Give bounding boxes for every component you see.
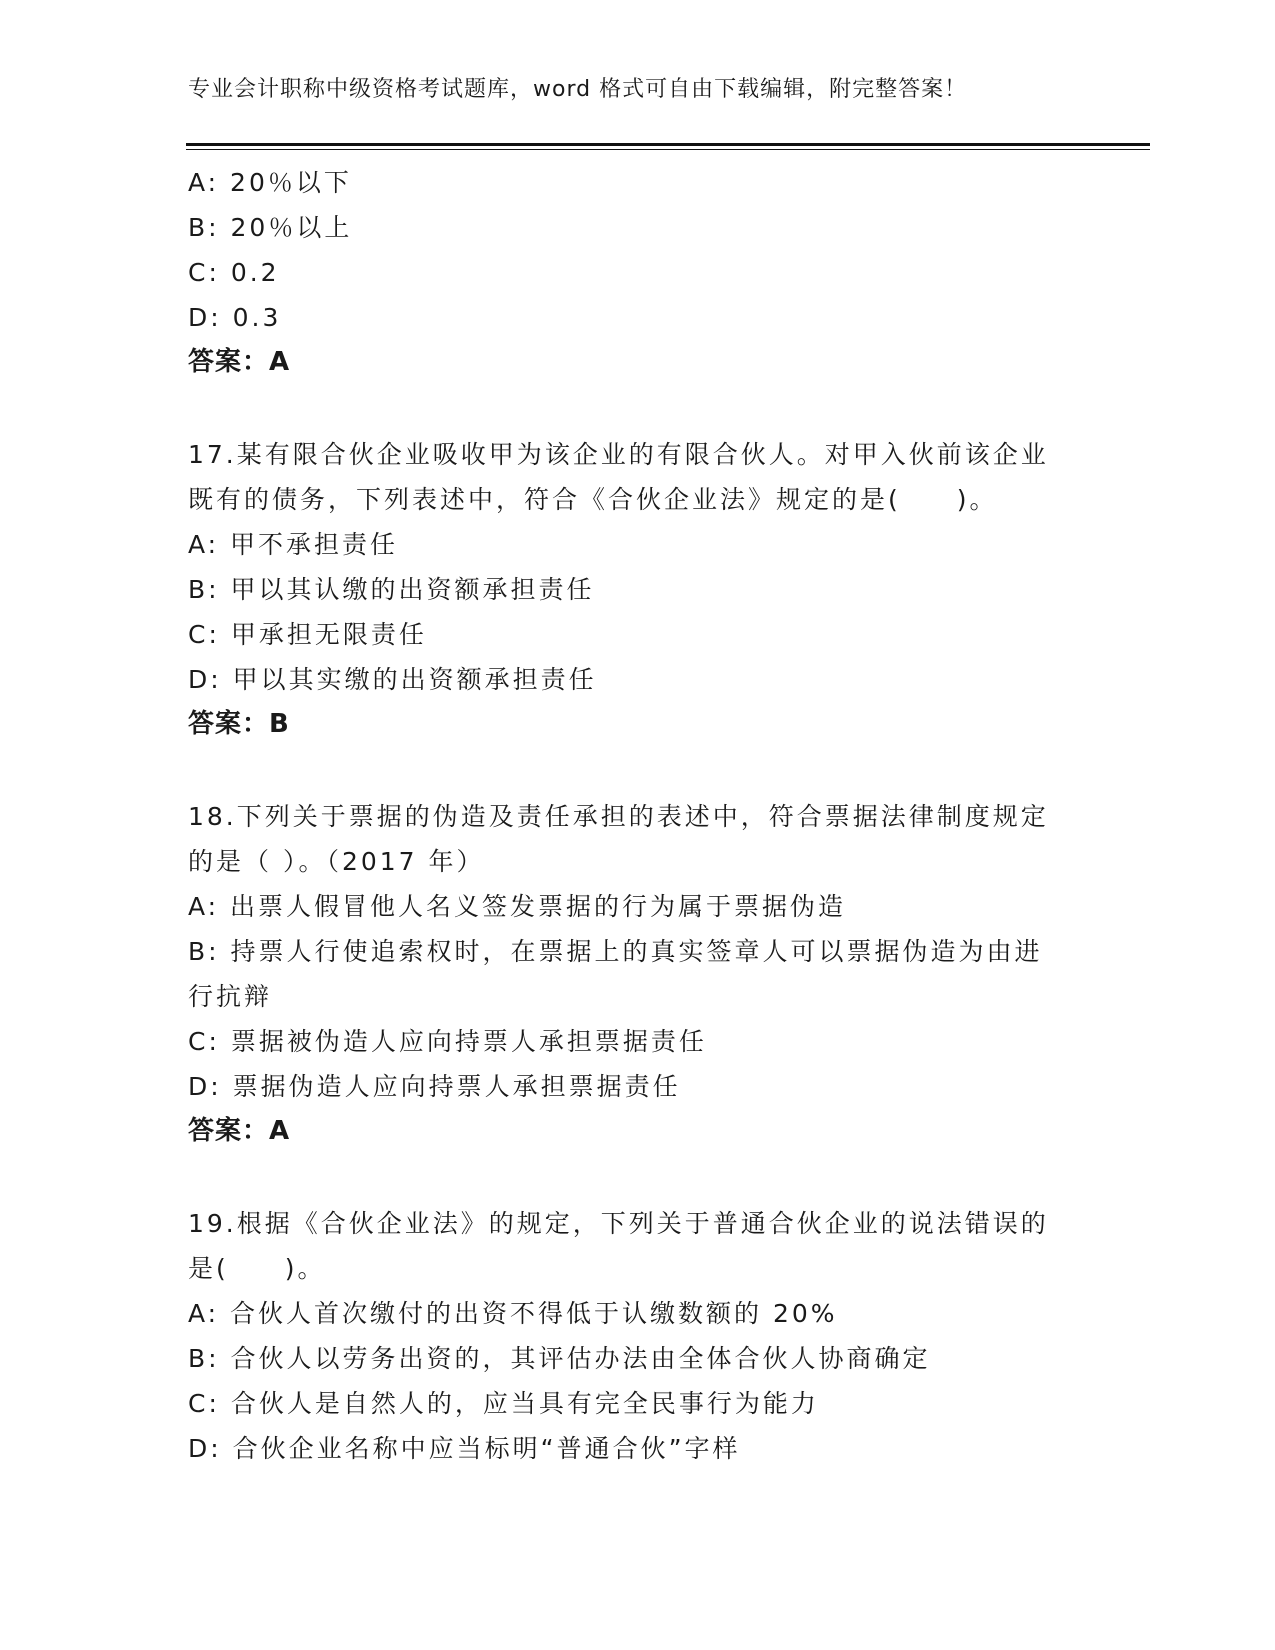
question-stem-line: 是( )。 [188, 1254, 326, 1283]
option-d: D: 票据伪造人应向持票人承担票据责任 [188, 1072, 681, 1101]
answer: 答案：A [188, 1116, 291, 1146]
option-b: B: 20％以上 [188, 213, 353, 242]
question-18 [188, 794, 1078, 1154]
option-c: C: 甲承担无限责任 [188, 620, 427, 649]
question-stem-line: 19.根据《合伙企业法》的规定，下列关于普通合伙企业的说法错误的 [188, 1209, 1049, 1238]
option-a: A: 出票人假冒他人名义签发票据的行为属于票据伪造 [188, 892, 847, 921]
header-rule-thin [186, 149, 1150, 150]
question-stem-line: 18.下列关于票据的伪造及责任承担的表述中，符合票据法律制度规定 [188, 802, 1049, 831]
option-d: D: 甲以其实缴的出资额承担责任 [188, 665, 597, 694]
option-b: B: 持票人行使追索权时，在票据上的真实签章人可以票据伪造为由进 [188, 937, 1043, 966]
page-header: 专业会计职称中级资格考试题库，word 格式可自由下载编辑，附完整答案！ [188, 77, 968, 102]
question-stem-line: 既有的债务，下列表述中，符合《合伙企业法》规定的是( )。 [188, 485, 998, 514]
question-17 [188, 432, 1078, 747]
option-b: B: 合伙人以劳务出资的，其评估办法由全体合伙人协商确定 [188, 1344, 931, 1373]
question-19 [188, 1201, 1078, 1471]
answer: 答案：A [188, 347, 291, 377]
option-a: A: 20％以下 [188, 168, 352, 197]
option-d: D: 0.3 [188, 303, 282, 332]
option-c: C: 票据被伪造人应向持票人承担票据责任 [188, 1027, 707, 1056]
question-stem-line: 17.某有限合伙企业吸收甲为该企业的有限合伙人。对甲入伙前该企业 [188, 440, 1049, 469]
option-a: A: 甲不承担责任 [188, 530, 399, 559]
answer: 答案：B [188, 709, 290, 739]
question-stem-line: 的是（ ）。（2017 年） [188, 847, 485, 876]
question-16 [188, 160, 1078, 385]
option-d: D: 合伙企业名称中应当标明“普通合伙”字样 [188, 1434, 741, 1463]
option-a: A: 合伙人首次缴付的出资不得低于认缴数额的 20% [188, 1299, 838, 1328]
option-b-continued: 行抗辩 [188, 982, 273, 1011]
question-list [188, 160, 1078, 1471]
option-c: C: 合伙人是自然人的，应当具有完全民事行为能力 [188, 1389, 819, 1418]
option-b: B: 甲以其认缴的出资额承担责任 [188, 575, 595, 604]
question-spacer [188, 1154, 1078, 1201]
question-spacer [188, 747, 1078, 794]
option-c: C: 0.2 [188, 258, 280, 287]
question-spacer [188, 385, 1078, 432]
header-rule-thick [186, 143, 1150, 146]
